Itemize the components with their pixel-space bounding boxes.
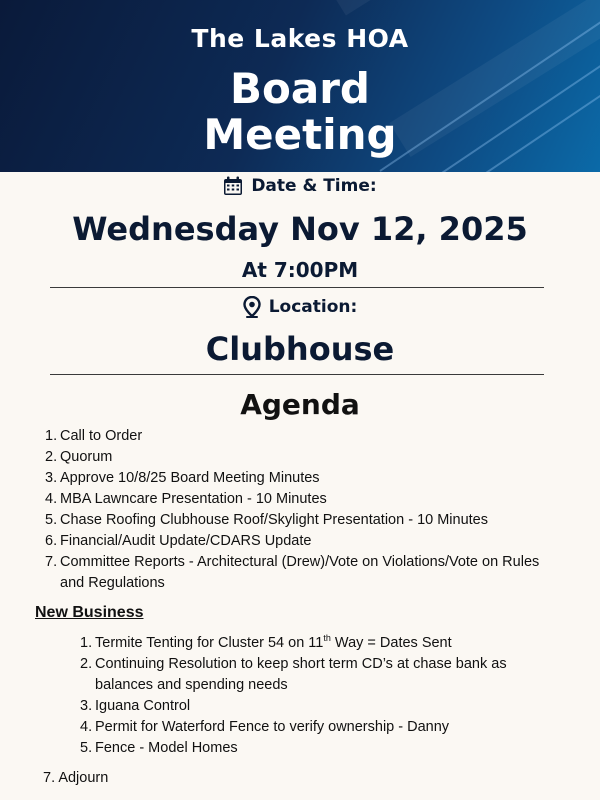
date-time-label-row bbox=[0, 176, 600, 196]
map-pin-icon bbox=[243, 296, 261, 318]
location-label-row bbox=[0, 296, 600, 318]
location-label: Location: bbox=[268, 297, 358, 317]
divider-bottom bbox=[50, 374, 544, 375]
meeting-title-line2: Meeting bbox=[203, 110, 397, 159]
divider-top bbox=[50, 287, 544, 288]
new-business-item: 2. Continuing Resolution to keep short term CD’s at chase bank as balances and spending needs bbox=[80, 656, 507, 693]
new-business-item: 1. Termite Tenting for Cluster 54 on 11th Way = Dates Sent bbox=[80, 633, 452, 651]
date-time-label: Date & Time: bbox=[251, 176, 377, 196]
agenda-title: Agenda bbox=[240, 388, 360, 421]
meeting-date: Wednesday Nov 12, 2025 bbox=[72, 210, 528, 248]
agenda-item: 3. Approve 10/8/25 Board Meeting Minutes bbox=[45, 470, 320, 486]
meeting-title bbox=[0, 66, 600, 158]
meeting-title-line1: Board bbox=[230, 64, 370, 113]
calendar-icon bbox=[223, 176, 243, 196]
agenda-item: 4. MBA Lawncare Presentation - 10 Minutes bbox=[45, 491, 327, 507]
new-business-item: 4. Permit for Waterford Fence to verify ownership - Danny bbox=[80, 719, 450, 735]
header-banner bbox=[0, 0, 600, 172]
agenda-item: 2. Quorum bbox=[45, 449, 113, 465]
meeting-time: At 7:00PM bbox=[241, 258, 359, 282]
new-business-list bbox=[80, 633, 560, 759]
meeting-location: Clubhouse bbox=[205, 330, 395, 368]
hoa-name: The Lakes HOA bbox=[191, 24, 409, 53]
agenda-item: 7. Committee Reports - Architectural (Drew)/Vote on Violations/Vote on Rules and Regulations bbox=[45, 554, 540, 591]
agenda-item: 6. Financial/Audit Update/CDARS Update bbox=[45, 533, 312, 549]
new-business-heading: New Business bbox=[35, 604, 144, 621]
agenda-list bbox=[45, 426, 555, 594]
agenda-item: 1. Call to Order bbox=[45, 428, 143, 444]
new-business-item: 3. Iguana Control bbox=[80, 698, 191, 714]
adjourn-item: 7. Adjourn bbox=[43, 770, 109, 786]
new-business-item: 5. Fence - Model Homes bbox=[80, 740, 238, 756]
agenda-item: 5. Chase Roofing Clubhouse Roof/Skylight Presentation - 10 Minutes bbox=[45, 512, 488, 528]
